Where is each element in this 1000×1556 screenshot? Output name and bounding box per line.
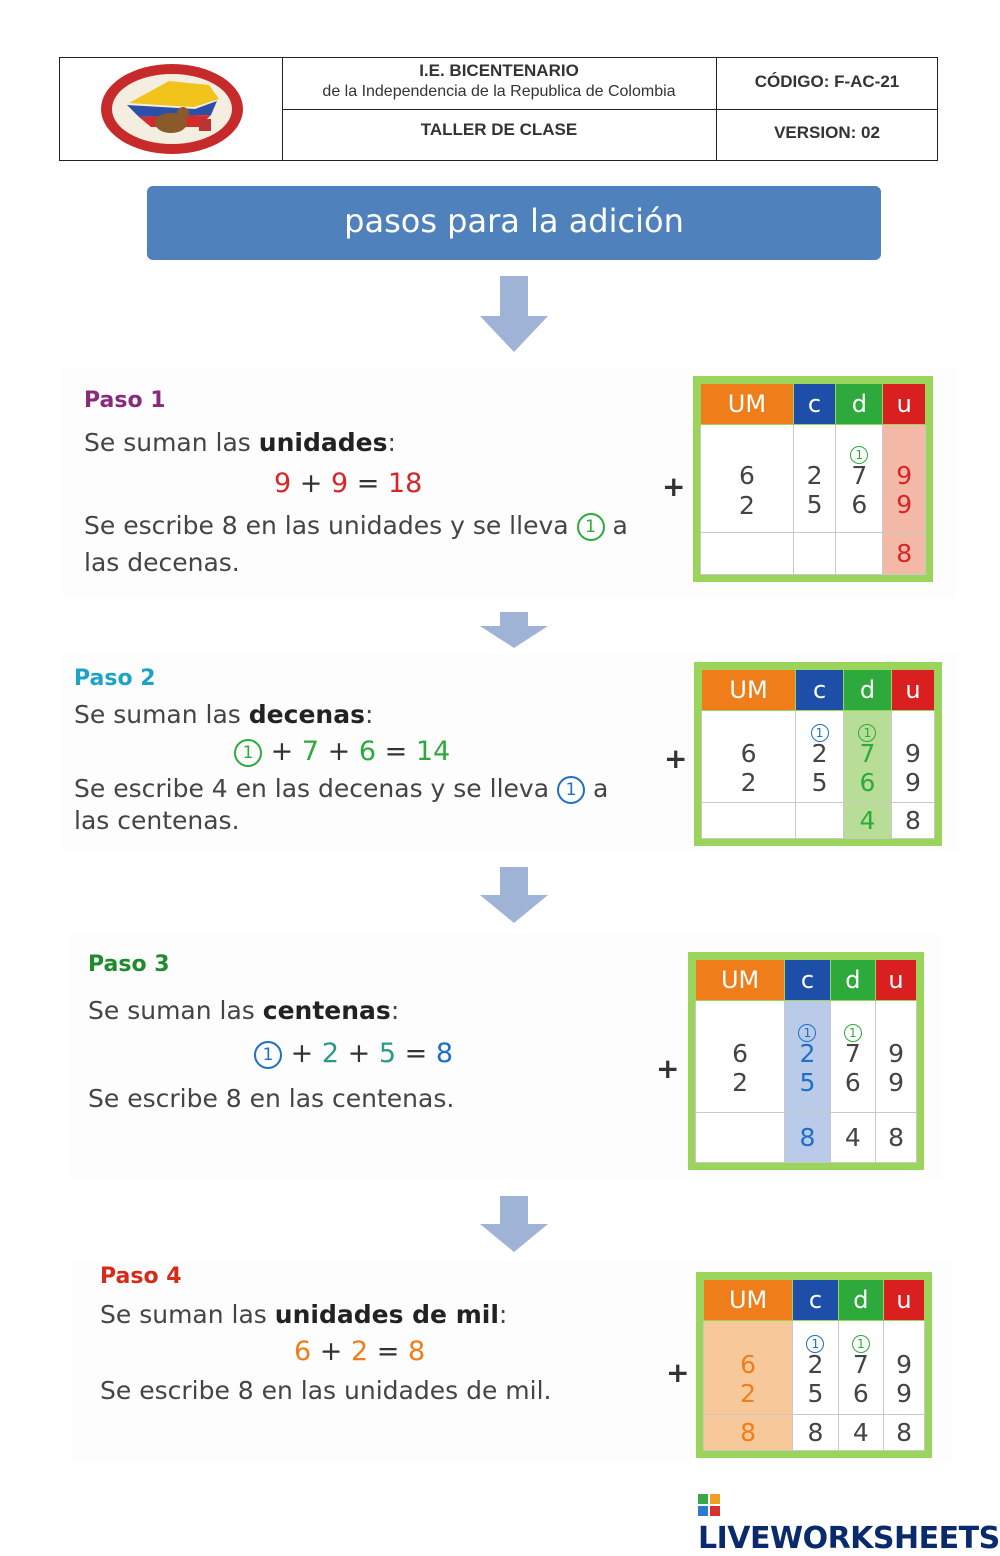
digit-cell-highlight: 1 2 5 — [785, 1001, 830, 1113]
place-value-table — [688, 952, 924, 1170]
step-intro: Se suman las decenas: — [74, 700, 374, 729]
document-code: CÓDIGO: F-AC-21 — [717, 58, 937, 110]
result-cell — [696, 1113, 785, 1163]
digit-cell: 1 2 5 — [796, 711, 844, 803]
plus-sign: + — [656, 1052, 680, 1085]
watermark: LIVEWORKSHEETS — [698, 1486, 1000, 1556]
step-equation: 1 + 7 + 6 = 14 — [234, 736, 450, 767]
digit-cell: 9 9 — [884, 1321, 925, 1415]
digit-cell-highlight: 6 2 — [704, 1321, 793, 1415]
result-cell: 8 — [891, 803, 934, 839]
col-header-c: c — [793, 1280, 838, 1321]
result-cell — [793, 533, 835, 575]
plus-sign: + — [662, 470, 686, 503]
result-cell: 4 — [830, 1113, 875, 1163]
step-note-line2: las decenas. — [84, 548, 240, 577]
result-cell: 8 — [793, 1415, 838, 1451]
header-right — [717, 58, 937, 160]
result-cell — [796, 803, 844, 839]
result-cell — [701, 533, 794, 575]
step-equation: 6 + 2 = 8 — [294, 1336, 426, 1367]
header-center — [282, 58, 717, 160]
digit-cell: 1 2 5 — [793, 1321, 838, 1415]
col-header-u: u — [876, 960, 917, 1001]
document-version: VERSION: 02 — [774, 123, 880, 142]
result-cell-highlight: 8 — [785, 1113, 830, 1163]
carry-circle: 1 — [557, 776, 585, 804]
step-equation: 1 + 2 + 5 = 8 — [254, 1038, 453, 1069]
result-cell-highlight: 8 — [704, 1415, 793, 1451]
col-header-u: u — [891, 670, 934, 711]
step-4 — [72, 1262, 952, 1462]
digit-cell: 1 7 6 — [830, 1001, 875, 1113]
col-header-c: c — [785, 960, 830, 1001]
result-cell — [836, 533, 883, 575]
institution-subtitle: de la Independencia de la Republica de Colombia — [322, 83, 676, 100]
digit-cell: 6 2 — [701, 425, 794, 533]
plus-sign: + — [666, 1356, 690, 1389]
col-header-d: d — [830, 960, 875, 1001]
down-arrow-icon — [480, 276, 548, 352]
page-title: pasos para la adición — [147, 186, 881, 260]
document-type: TALLER DE CLASE — [420, 120, 578, 139]
step-intro: Se suman las centenas: — [88, 996, 400, 1025]
school-seal-logo — [99, 61, 245, 157]
digit-cell: 6 2 — [696, 1001, 785, 1113]
document-header — [59, 57, 938, 161]
digit-cell: 1 7 6 — [838, 1321, 883, 1415]
down-arrow-icon — [480, 867, 548, 923]
step-1 — [62, 368, 957, 598]
institution-name: I.E. BICENTENARIO — [419, 61, 579, 80]
col-header-um: UM — [701, 384, 794, 425]
step-note-line2: las centenas. — [74, 806, 240, 835]
carry-circle: 1 — [577, 513, 605, 541]
step-title: Paso 2 — [74, 666, 156, 691]
col-header-um: UM — [702, 670, 796, 711]
step-note: Se escribe 8 en las unidades de mil. — [100, 1376, 552, 1405]
digit-cell: 9 9 — [876, 1001, 917, 1113]
result-cell: 8 — [876, 1113, 917, 1163]
col-header-d: d — [844, 670, 892, 711]
step-title: Paso 1 — [84, 388, 166, 413]
place-value-table — [693, 376, 933, 582]
step-intro: Se suman las unidades de mil: — [100, 1300, 508, 1329]
step-note: Se escribe 8 en las unidades y se lleva 1 a — [84, 511, 628, 540]
logo-cell — [60, 58, 283, 160]
step-intro: Se suman las unidades: — [84, 428, 396, 457]
digit-cell: 2 5 — [793, 425, 835, 533]
digit-cell-highlight: 1 7 6 — [844, 711, 892, 803]
place-value-table — [694, 662, 942, 846]
step-note: Se escribe 4 en las decenas y se lleva 1 a — [74, 774, 609, 803]
col-header-um: UM — [704, 1280, 793, 1321]
step-note: Se escribe 8 en las centenas. — [88, 1084, 455, 1113]
step-title: Paso 3 — [88, 952, 170, 977]
digit-cell: 1 7 6 — [836, 425, 883, 533]
col-header-d: d — [838, 1280, 883, 1321]
col-header-c: c — [796, 670, 844, 711]
result-cell — [702, 803, 796, 839]
step-3 — [70, 934, 942, 1180]
result-cell-highlight: 4 — [844, 803, 892, 839]
step-title: Paso 4 — [100, 1264, 182, 1289]
col-header-u: u — [883, 384, 926, 425]
plus-sign: + — [664, 742, 688, 775]
down-arrow-icon — [480, 1196, 548, 1252]
result-cell: 8 — [884, 1415, 925, 1451]
result-cell-highlight: 8 — [883, 533, 926, 575]
col-header-d: d — [836, 384, 883, 425]
down-arrow-icon — [480, 612, 548, 648]
place-value-table — [696, 1272, 932, 1458]
col-header-c: c — [793, 384, 835, 425]
digit-cell: 9 9 — [891, 711, 934, 803]
col-header-um: UM — [696, 960, 785, 1001]
result-cell: 4 — [838, 1415, 883, 1451]
digit-cell-highlight: 9 9 — [883, 425, 926, 533]
step-equation: 9 + 9 = 18 — [274, 468, 423, 499]
digit-cell: 6 2 — [702, 711, 796, 803]
col-header-u: u — [884, 1280, 925, 1321]
step-2 — [62, 652, 957, 852]
liveworksheets-logo-icon — [698, 1494, 720, 1516]
